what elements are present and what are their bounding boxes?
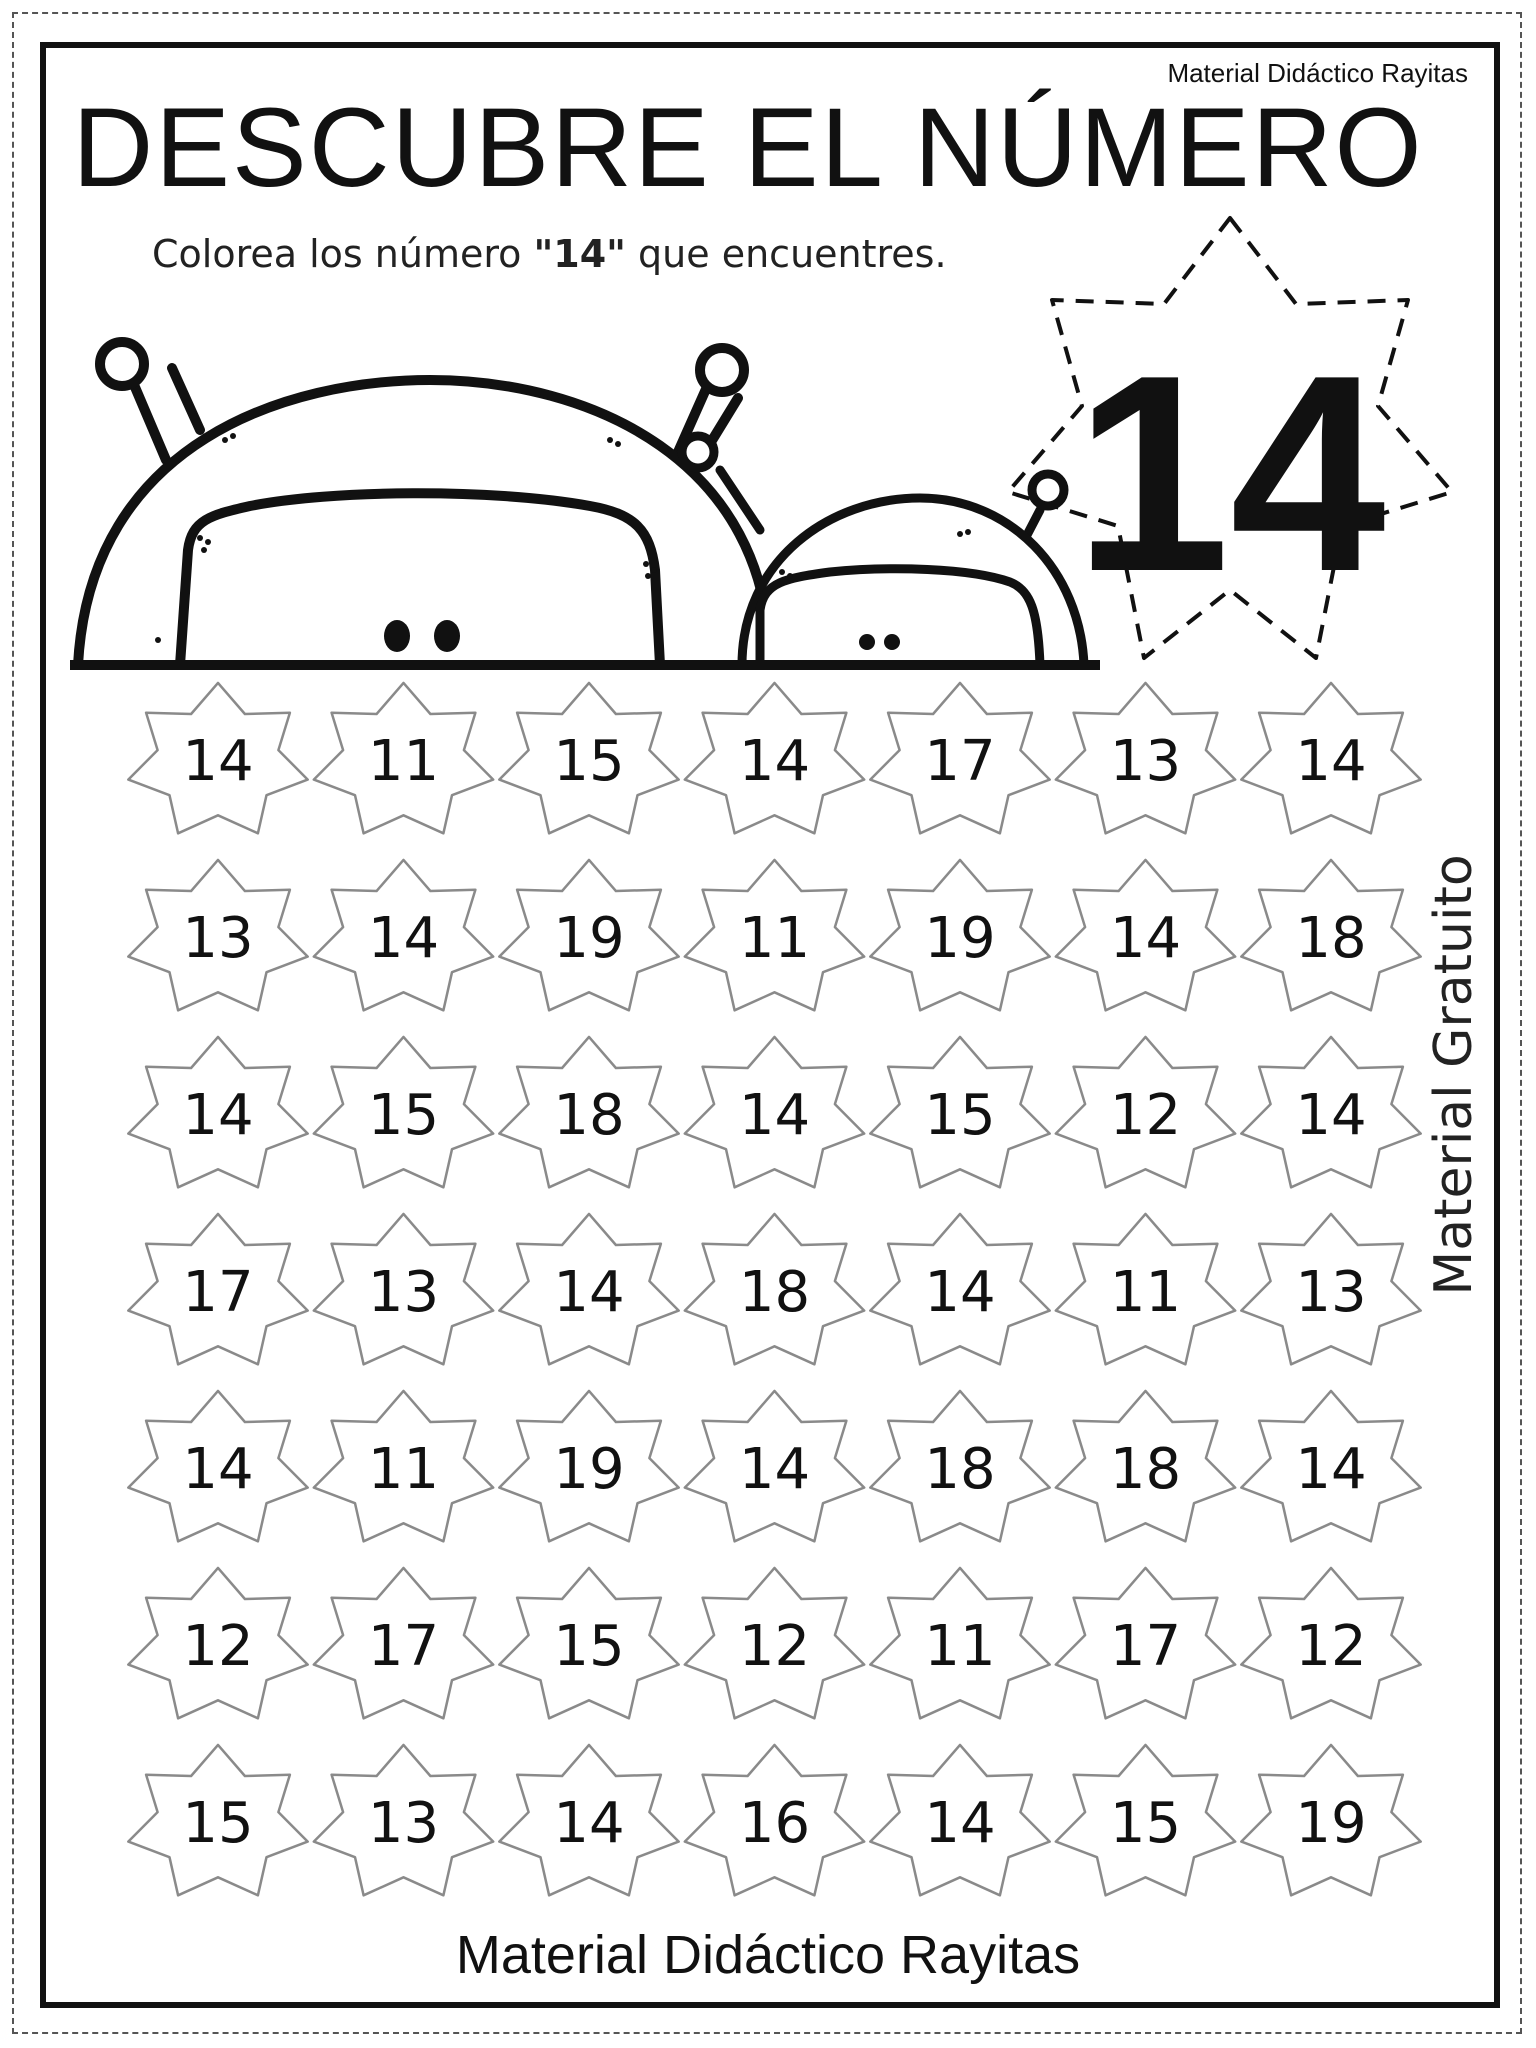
grid-star-cell[interactable] [1241, 1037, 1420, 1187]
grid-star-cell[interactable] [314, 683, 493, 833]
side-text-vertical: Material Gratuito [1424, 854, 1484, 1296]
grid-star-number: 19 [924, 906, 996, 971]
grid-star-cell[interactable] [128, 1037, 307, 1187]
grid-star-cell[interactable] [1241, 860, 1420, 1010]
grid-star-number: 13 [1295, 1260, 1367, 1325]
grid-star-cell[interactable] [1241, 1214, 1420, 1364]
grid-star-cell[interactable] [870, 1568, 1049, 1718]
grid-star-cell[interactable] [685, 1391, 864, 1541]
grid-star-number: 18 [1295, 906, 1367, 971]
grid-star-cell[interactable] [314, 1568, 493, 1718]
grid-star-cell[interactable] [128, 1568, 307, 1718]
grid-star-number: 14 [182, 729, 254, 794]
grid-star-number: 13 [182, 906, 254, 971]
grid-star-number: 13 [367, 1791, 440, 1856]
grid-star-number: 18 [1109, 1437, 1182, 1502]
grid-star-cell[interactable] [128, 1391, 307, 1541]
grid-star-cell[interactable] [314, 1391, 493, 1541]
instruction-before: Colorea los número [152, 232, 534, 276]
grid-star-number: 11 [367, 729, 440, 794]
grid-star-number: 14 [553, 1260, 625, 1325]
grid-star-number: 18 [924, 1437, 996, 1502]
grid-star-number: 17 [924, 729, 996, 794]
grid-star-cell[interactable] [499, 860, 678, 1010]
grid-star-cell[interactable] [314, 1214, 493, 1364]
grid-star-cell[interactable] [128, 860, 307, 1010]
grid-star-number: 14 [924, 1260, 996, 1325]
grid-star-number: 15 [553, 1614, 625, 1679]
grid-star-number: 11 [1109, 1260, 1182, 1325]
grid-star-cell[interactable] [128, 1214, 307, 1364]
grid-star-number: 14 [182, 1083, 254, 1148]
grid-star-cell[interactable] [685, 1037, 864, 1187]
grid-star-cell[interactable] [685, 1568, 864, 1718]
grid-star-number: 18 [738, 1260, 811, 1325]
grid-star-number: 12 [1295, 1614, 1367, 1679]
grid-star-number: 15 [182, 1791, 254, 1856]
grid-star-cell[interactable] [499, 1391, 678, 1541]
grid-star-cell[interactable] [1241, 1568, 1420, 1718]
grid-star-cell[interactable] [870, 860, 1049, 1010]
grid-star-number: 12 [1109, 1083, 1182, 1148]
grid-star-cell[interactable] [499, 1037, 678, 1187]
grid-star-number: 17 [1109, 1614, 1182, 1679]
grid-star-number: 15 [1109, 1791, 1182, 1856]
grid-star-number: 14 [553, 1791, 625, 1856]
grid-star-number: 18 [553, 1083, 625, 1148]
grid-star-cell[interactable] [870, 683, 1049, 833]
grid-star-cell[interactable] [499, 1568, 678, 1718]
grid-star-cell[interactable] [1056, 683, 1235, 833]
grid-star-number: 12 [738, 1614, 811, 1679]
grid-star-number: 14 [738, 729, 811, 794]
grid-star-number: 11 [738, 906, 811, 971]
grid-star-number: 14 [738, 1437, 811, 1502]
grid-star-number: 17 [367, 1614, 440, 1679]
grid-star-cell[interactable] [685, 683, 864, 833]
grid-star-cell[interactable] [685, 1745, 864, 1895]
grid-star-cell[interactable] [870, 1391, 1049, 1541]
grid-star-number: 15 [553, 729, 625, 794]
target-number: 14 [1074, 318, 1386, 630]
grid-star-number: 11 [367, 1437, 440, 1502]
grid-star-cell[interactable] [499, 1745, 678, 1895]
grid-star-cell[interactable] [128, 1745, 307, 1895]
grid-star-number: 12 [182, 1614, 254, 1679]
grid-star-number: 13 [1109, 729, 1182, 794]
grid-star-number: 15 [367, 1083, 440, 1148]
grid-star-cell[interactable] [1056, 860, 1235, 1010]
grid-star-cell[interactable] [314, 1745, 493, 1895]
grid-star-cell[interactable] [870, 1745, 1049, 1895]
grid-star-cell[interactable] [1056, 1214, 1235, 1364]
grid-star-number: 14 [1295, 729, 1367, 794]
grid-star-number: 15 [924, 1083, 996, 1148]
grid-star-number: 16 [738, 1791, 811, 1856]
grid-star-number: 14 [1295, 1083, 1367, 1148]
credit-top: Material Didáctico Rayitas [1167, 58, 1468, 88]
grid-star-number: 14 [367, 906, 440, 971]
grid-star-cell[interactable] [314, 1037, 493, 1187]
grid-star-cell[interactable] [1241, 1391, 1420, 1541]
grid-star-cell[interactable] [1241, 683, 1420, 833]
grid-star-cell[interactable] [1056, 1568, 1235, 1718]
credit-bottom: Material Didáctico Rayitas [455, 1925, 1081, 1985]
grid-star-number: 19 [553, 1437, 625, 1502]
grid-star-cell[interactable] [1056, 1391, 1235, 1541]
grid-star-cell[interactable] [870, 1037, 1049, 1187]
grid-star-number: 19 [1295, 1791, 1367, 1856]
grid-star-cell[interactable] [499, 683, 678, 833]
grid-star-number: 13 [367, 1260, 440, 1325]
grid-star-number: 14 [182, 1437, 254, 1502]
grid-star-number: 14 [1295, 1437, 1367, 1502]
page-title: DESCUBRE EL NÚMERO [72, 85, 1424, 210]
grid-star-cell[interactable] [870, 1214, 1049, 1364]
grid-star-cell[interactable] [499, 1214, 678, 1364]
grid-star-number: 14 [738, 1083, 811, 1148]
grid-star-number: 17 [182, 1260, 254, 1325]
grid-star-cell[interactable] [685, 1214, 864, 1364]
instruction-after: que encuentres. [625, 232, 947, 276]
grid-star-number: 19 [553, 906, 625, 971]
grid-star-number: 11 [924, 1614, 996, 1679]
grid-star-number: 14 [1109, 906, 1182, 971]
grid-star-cell[interactable] [1056, 1745, 1235, 1895]
grid-star-cell[interactable] [128, 683, 307, 833]
grid-star-cell[interactable] [685, 860, 864, 1010]
grid-star-cell[interactable] [314, 860, 493, 1010]
grid-star-cell[interactable] [1056, 1037, 1235, 1187]
instruction-number: "14" [533, 232, 626, 276]
grid-star-cell[interactable] [1241, 1745, 1420, 1895]
grid-star-number: 14 [924, 1791, 996, 1856]
